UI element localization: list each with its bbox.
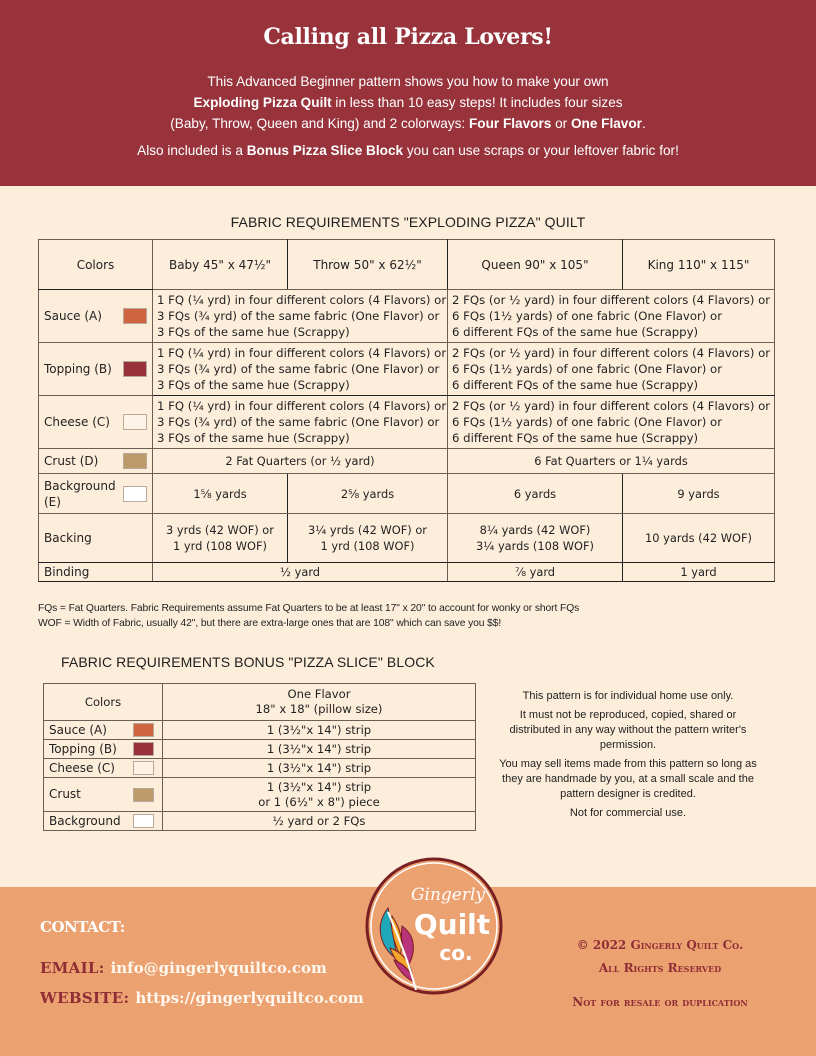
row-label — [39, 290, 153, 343]
row-label-text: Sauce (A) — [44, 309, 102, 323]
cell-line: 3 FQs (¾ yrd) of the same fabric (One Flavor) or — [157, 415, 440, 429]
cell-line: 6 FQs (1½ yards) of one fabric (One Flavor) or — [452, 415, 723, 429]
row-label — [39, 343, 153, 396]
table-row — [39, 343, 775, 396]
cell-line: 2 FQs (or ½ yard) in four different colors (4 Flavors) or — [452, 346, 771, 360]
row-label — [44, 778, 163, 812]
baby-throw-cell: 2 Fat Quarters (or ½ yard) — [153, 449, 448, 474]
cell-line: 6 FQs (1½ yards) of one fabric (One Flavor) or — [452, 309, 723, 323]
intro-line: in less than 10 easy steps! It includes four sizes — [331, 95, 623, 110]
header-banner — [0, 0, 816, 186]
cell-line: 3¼ yards (108 WOF) — [476, 539, 594, 553]
baby-cell: 1⅝ yards — [153, 474, 288, 514]
row-label-text: Sauce (A) — [49, 723, 107, 737]
table-row — [44, 812, 476, 831]
cell-line: 3 FQs (¾ yrd) of the same fabric (One Flavor) or — [157, 362, 440, 376]
quilt-table-title: FABRIC REQUIREMENTS "EXPLODING PIZZA" QUILT — [230, 214, 586, 230]
quilt-name: Exploding Pizza Quilt — [193, 95, 332, 110]
cell-line: 1 (3½"x 14") strip — [266, 779, 372, 794]
queen-king-cell — [448, 343, 775, 396]
cell-line: 6 different FQs of the same hue (Scrappy) — [452, 325, 699, 339]
baby-cell — [153, 514, 288, 563]
sauce-swatch — [133, 723, 154, 737]
resale-notice: Not for resale or duplication — [572, 995, 748, 1009]
row-label-text: Cheese (C) — [44, 415, 110, 429]
cell-line: 1 FQ (¼ yrd) in four different colors (4 Flavors) or — [157, 346, 447, 360]
king-cell: 1 yard — [623, 563, 775, 582]
topping-swatch — [133, 742, 154, 756]
baby-throw-cell — [153, 396, 448, 449]
header-colors: Colors — [44, 684, 163, 721]
email-label: EMAIL: — [40, 959, 105, 977]
cell-line: 8¼ yards (42 WOF) — [479, 523, 591, 537]
value-cell — [163, 778, 476, 812]
baby-throw-cell — [153, 343, 448, 396]
gingerly-quilt-logo — [364, 856, 504, 996]
row-label — [44, 740, 163, 759]
crust-swatch — [123, 453, 147, 469]
terms-paragraph: You may sell items made from this pattern so long as they are handmade by you, at a small scale and the pattern designer is credited. — [499, 758, 757, 800]
sauce-swatch — [123, 308, 147, 324]
king-cell: 9 yards — [623, 474, 775, 514]
table-row — [44, 778, 476, 812]
header-baby: Baby 45" x 47½" — [153, 240, 288, 290]
queen-cell: ⅞ yard — [448, 563, 623, 582]
cell-line: 6 different FQs of the same hue (Scrappy) — [452, 431, 699, 445]
colorway-one-flavor: One Flavor — [570, 116, 642, 131]
row-label-text: Crust (D) — [44, 454, 99, 468]
website-label: WEBSITE: — [40, 989, 130, 1007]
row-label — [44, 812, 163, 831]
cell-line: 3 yrds (42 WOF) or — [166, 523, 274, 537]
quilt-fabric-table — [38, 239, 775, 582]
slice-table-title: FABRIC REQUIREMENTS BONUS "PIZZA SLICE" BLOCK — [61, 654, 435, 670]
header-line: One Flavor — [287, 687, 351, 701]
king-cell — [623, 514, 775, 563]
footnote-wof: WOF = Width of Fabric, usually 42", but there are extra-large ones that are 108" which can save you $$! — [38, 618, 502, 629]
throw-cell — [288, 514, 448, 563]
contact-heading: CONTACT: — [40, 918, 125, 936]
cell-line: 1 FQ (¼ yrd) in four different colors (4 Flavors) or — [157, 293, 447, 307]
rights-text: All Rights Reserved — [598, 961, 722, 975]
intro-text — [0, 71, 816, 161]
cell-line: 3 FQs of the same hue (Scrappy) — [157, 325, 350, 339]
table-row — [39, 449, 775, 474]
row-label-text: Crust — [49, 787, 81, 801]
terms-paragraph: It must not be reproduced, copied, shared or distributed in any way without the pattern writer's permission. — [509, 709, 747, 751]
cell-line: or 1 (6½" x 8") piece — [258, 794, 380, 809]
topping-swatch — [123, 361, 147, 377]
crust-swatch — [133, 788, 154, 802]
cell-line: 3¼ yrds (42 WOF) or — [308, 523, 427, 537]
slice-fabric-table — [43, 683, 476, 831]
cheese-swatch — [133, 761, 154, 775]
queen-cell: 6 yards — [448, 474, 623, 514]
footnote-fq: FQs = Fat Quarters. Fabric Requirements assume Fat Quarters to be at least 17" x 20" to account for wonky or short FQs — [38, 603, 580, 614]
row-label — [44, 721, 163, 740]
intro-line: (Baby, Throw, Queen and King) and 2 colorways: — [170, 116, 469, 131]
table-row — [39, 514, 775, 563]
colorway-four-flavors: Four Flavors — [468, 116, 552, 131]
footer — [0, 887, 816, 1056]
header-line: 18" x 18" (pillow size) — [255, 702, 383, 716]
footnotes — [38, 601, 579, 631]
baby-throw-cell: ½ yard — [153, 563, 448, 582]
background-swatch — [123, 486, 147, 502]
row-label-text: Topping (B) — [49, 742, 117, 756]
intro-line: This Advanced Beginner pattern shows you how to make your own — [207, 74, 609, 89]
copyright-text: © 2022 Gingerly Quilt Co. — [576, 938, 744, 952]
intro-line: . — [641, 116, 646, 131]
baby-throw-cell — [153, 290, 448, 343]
cell-line: 10 yards (42 WOF) — [645, 531, 752, 545]
queen-king-cell — [448, 290, 775, 343]
header-colors: Colors — [39, 240, 153, 290]
row-label-text: Cheese (C) — [49, 761, 115, 775]
row-label — [39, 474, 153, 514]
email-link[interactable]: info@gingerlyquiltco.com — [110, 959, 327, 977]
website-link[interactable]: https://gingerlyquiltco.com — [135, 989, 364, 1007]
row-label — [39, 396, 153, 449]
row-label — [39, 449, 153, 474]
row-label-text: (E) — [44, 494, 61, 509]
row-label — [39, 563, 153, 582]
table-header-row — [39, 240, 775, 290]
throw-cell: 2⅝ yards — [288, 474, 448, 514]
row-label-text: Backing — [44, 531, 92, 545]
email-row — [40, 959, 327, 977]
table-row — [44, 740, 476, 759]
cell-line: 3 FQs of the same hue (Scrappy) — [157, 378, 350, 392]
terms-paragraph: Not for commercial use. — [569, 807, 687, 819]
row-label-text: Background — [49, 814, 121, 828]
bonus-line: you can use scraps or your leftover fabric for! — [403, 143, 679, 158]
cell-line: 1 yrd (108 WOF) — [173, 539, 267, 553]
cell-line: 3 FQs (¾ yrd) of the same fabric (One Flavor) or — [157, 309, 440, 323]
cell-line: 6 FQs (1½ yards) of one fabric (One Flavor) or — [452, 362, 723, 376]
cell-line: 6 different FQs of the same hue (Scrappy) — [452, 378, 699, 392]
header-queen: Queen 90" x 105" — [448, 240, 623, 290]
value-cell: 1 (3½"x 14") strip — [163, 721, 476, 740]
row-label-text: Topping (B) — [44, 362, 112, 376]
header-king: King 110" x 115" — [623, 240, 775, 290]
logo-text-quilt: Quilt — [413, 908, 491, 941]
cell-line: 2 FQs (or ½ yard) in four different colors (4 Flavors) or — [452, 293, 771, 307]
table-row — [39, 563, 775, 582]
table-row — [44, 721, 476, 740]
cell-line: 2 FQs (or ½ yard) in four different colors (4 Flavors) or — [452, 399, 771, 413]
bonus-block-name: Bonus Pizza Slice Block — [246, 143, 404, 158]
bonus-line: Also included is a — [137, 143, 247, 158]
cell-line: 1 yrd (108 WOF) — [320, 539, 415, 553]
table-header-row — [44, 684, 476, 721]
cell-line: 1 FQ (¼ yrd) in four different colors (4 Flavors) or — [157, 399, 447, 413]
terms-paragraph: This pattern is for individual home use only. — [522, 690, 734, 702]
value-cell: ½ yard or 2 FQs — [163, 812, 476, 831]
row-label-text: Binding — [44, 565, 90, 579]
website-row — [40, 989, 364, 1007]
header-one-flavor — [163, 684, 476, 721]
row-label — [39, 514, 153, 563]
value-cell: 1 (3½"x 14") strip — [163, 740, 476, 759]
cheese-swatch — [123, 414, 147, 430]
intro-line: or — [551, 116, 571, 131]
queen-king-cell — [448, 396, 775, 449]
queen-cell — [448, 514, 623, 563]
table-row — [44, 759, 476, 778]
table-row — [39, 396, 775, 449]
background-swatch — [133, 814, 154, 828]
row-label-text: Background — [44, 478, 116, 493]
usage-terms — [497, 689, 759, 825]
row-label — [44, 759, 163, 778]
queen-king-cell: 6 Fat Quarters or 1¼ yards — [448, 449, 775, 474]
value-cell: 1 (3½"x 14") strip — [163, 759, 476, 778]
table-row — [39, 290, 775, 343]
table-row — [39, 474, 775, 514]
page-title: Calling all Pizza Lovers! — [263, 24, 553, 50]
cell-line: 3 FQs of the same hue (Scrappy) — [157, 431, 350, 445]
logo-text-co: co. — [439, 941, 473, 965]
copyright-block — [540, 934, 780, 1014]
logo-text-gingerly: Gingerly — [410, 885, 486, 905]
header-throw: Throw 50" x 62½" — [288, 240, 448, 290]
